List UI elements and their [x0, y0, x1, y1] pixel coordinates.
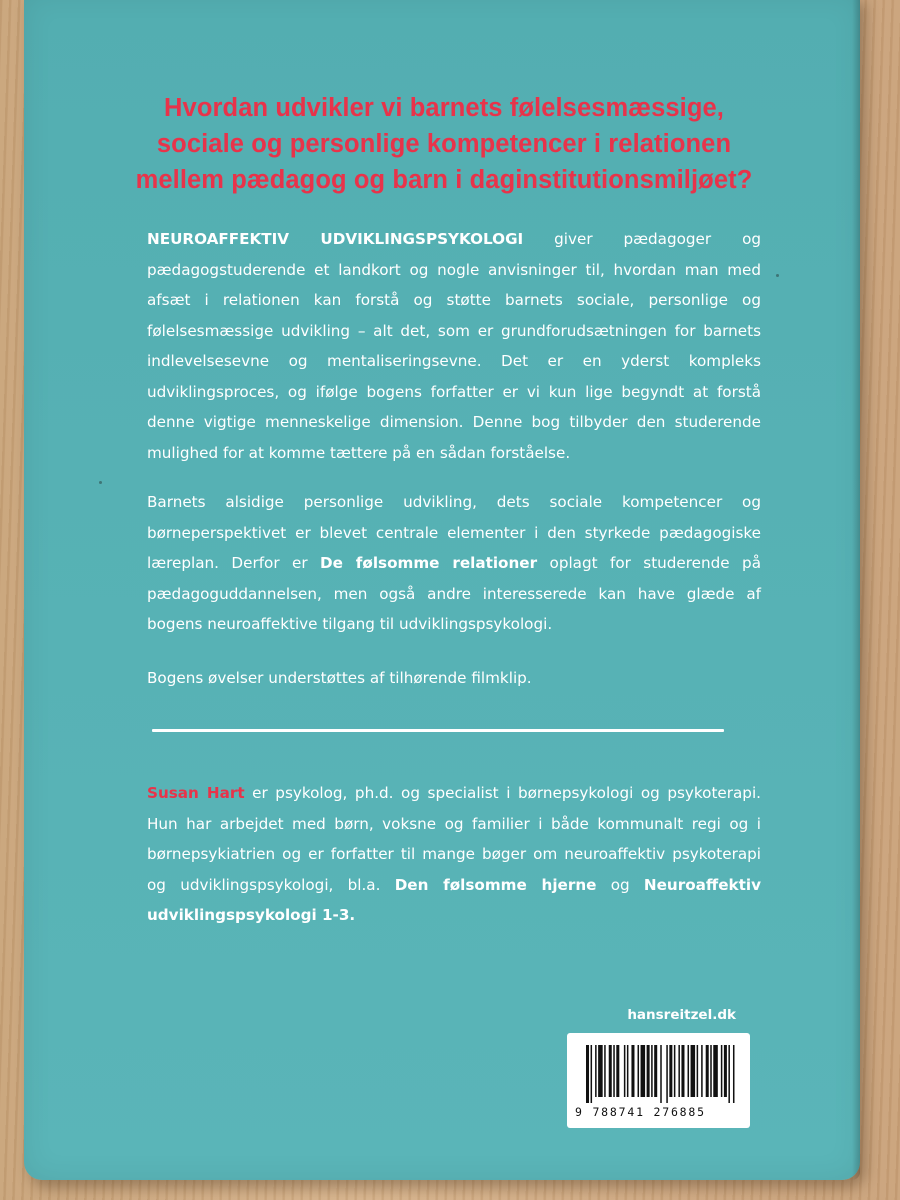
- barcode-bar: [666, 1045, 668, 1103]
- barcode-bar: [613, 1045, 615, 1097]
- barcode-bar: [638, 1045, 640, 1097]
- description-paragraph-2: [147, 487, 761, 640]
- barcode-bar: [669, 1045, 672, 1097]
- barcode-bar: [678, 1045, 680, 1097]
- dust-speck: [776, 274, 779, 277]
- description-paragraph-3: [147, 663, 761, 694]
- isbn-number: 9 788741 276885: [575, 1105, 706, 1119]
- publisher-url: hansreitzel.dk: [627, 1007, 736, 1023]
- book-title-mention: De følsomme relationer: [320, 554, 538, 572]
- barcode-bar: [641, 1045, 646, 1097]
- barcode-bar: [697, 1045, 699, 1097]
- barcode-label: [567, 1033, 750, 1128]
- barcode-bar: [654, 1045, 657, 1097]
- description-paragraph-1: [147, 224, 761, 468]
- headline-line-2: sociale og personlige kompetencer i relationen: [156, 130, 732, 158]
- barcode-bar: [616, 1045, 619, 1097]
- description-text-2a: Barnets alsidige personlige udvikling, dets sociale kompetencer og børneperspektivet er blevet centrale elementer i den styrkede pædagogiske læreplan. Derfor er: [147, 493, 761, 572]
- barcode-bar: [586, 1045, 589, 1103]
- headline-line-1: Hvordan udvikler vi barnets følelsesmæssige,: [164, 94, 724, 122]
- description-text-2b: oplagt for studerende på pædagoguddannelsen, men også andre interesserede kan have glæde af bogens neuroaffektive tilgang til udviklingspsykologi.: [147, 554, 762, 633]
- author-name: Susan Hart: [147, 784, 245, 802]
- barcode-bar: [728, 1045, 730, 1103]
- barcode-bar: [681, 1045, 684, 1097]
- description-text-1: giver pædagoger og pædagogstuderende et landkort og nogle anvisninger til, hvordan man med afsæt i relationen kan forstå og støtte barnets sociale, personlige og følelsesmæssige udvikling – alt det, som er grundforudsætningen for barnets indlevelsesevne og mentaliseringsevne. Det er en yderst kompleks udviklingsproces, og ifølge bogens forfatter er vi kun lige begyndt at forstå denne vigtige menneskelige dimension. Denne bog tilbyder den studerende mulighed for at komme tættere på en sådan forståelse.: [147, 230, 761, 462]
- barcode-bar: [691, 1045, 696, 1097]
- author-book-2: Neuroaffektiv udviklingspsykologi 1-3.: [147, 875, 761, 924]
- barcode-bar: [604, 1045, 606, 1097]
- barcode-bar: [701, 1045, 703, 1097]
- author-bio-connector: og: [596, 875, 644, 894]
- section-divider: [152, 729, 724, 732]
- barcode-bar: [631, 1045, 634, 1097]
- barcode-bar: [674, 1045, 676, 1097]
- barcode-bar: [647, 1045, 650, 1097]
- author-bio-text: er psykolog, ph.d. og specialist i børnepsykologi og psykoterapi. Hun har arbejdet med børn, voksne og familier i både kommunalt regi og i børnepsykiatrien og er forfatter til mange bøger om neuroaffektiv psykoterapi og udviklingspsykologi, bl.a.: [147, 784, 761, 894]
- barcode-bar: [660, 1045, 662, 1103]
- barcode-bar: [598, 1045, 603, 1097]
- barcode-icon: [586, 1045, 736, 1103]
- barcode-bar: [733, 1045, 735, 1103]
- barcode-bar: [710, 1045, 712, 1097]
- headline-line-3: mellem pædagog og barn i daginstitutionsmiljøet?: [135, 166, 753, 194]
- barcode-bar: [724, 1045, 727, 1097]
- book-back-cover: [24, 0, 860, 1180]
- barcode-bar: [688, 1045, 690, 1097]
- barcode-bar: [609, 1045, 612, 1097]
- barcode-bar: [721, 1045, 723, 1097]
- barcode-bar: [713, 1045, 718, 1097]
- barcode-bar: [624, 1045, 626, 1097]
- barcode-bar: [651, 1045, 653, 1097]
- barcode-bar: [706, 1045, 709, 1097]
- barcode-bar: [595, 1045, 597, 1097]
- author-book-1: Den følsomme hjerne: [394, 875, 597, 894]
- cover-headline: [94, 90, 794, 198]
- barcode-bar: [591, 1045, 593, 1103]
- barcode-bar: [627, 1045, 629, 1097]
- author-bio: [147, 778, 761, 931]
- dust-speck: [99, 481, 102, 484]
- description-text-3: Bogens øvelser understøttes af tilhørende filmklip.: [147, 669, 532, 687]
- book-series-title: NEUROAFFEKTIV UDVIKLINGSPSYKOLOGI: [147, 230, 524, 248]
